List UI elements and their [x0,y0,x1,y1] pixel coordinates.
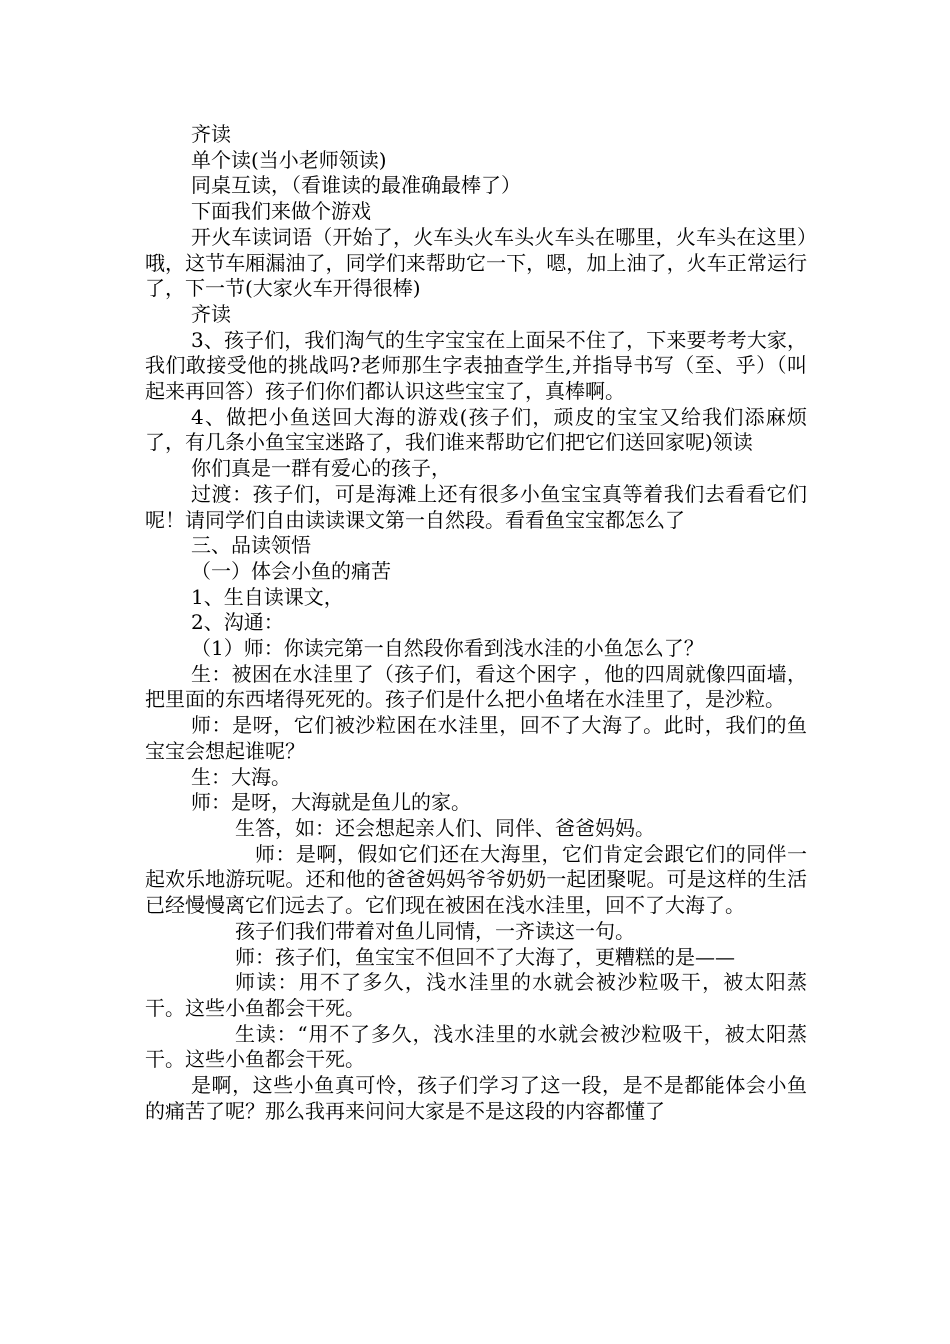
paragraph-22: 孩子们我们带着对鱼儿同情，一齐读这一句。 [235,918,635,943]
paragraph-16: 生：被困在水洼里了（孩子们，看这个困字 ，他的四周就像四面墙，把里面的东西堵得死死的。孩子们是什么把小鱼堵在水洼里了，是沙粒。 [145,661,807,712]
paragraph-2: 单个读(当小老师领读) [191,147,387,172]
paragraph-21: 师：是啊，假如它们还在大海里，它们肯定会跟它们的同伴一起欢乐地游玩呢。还和他的爸爸妈妈爷爷奶奶一起团聚呢。可是这样的生活已经慢慢离它们远去了。它们现在被困在浅水洼里，回不了大海了。 [145,841,807,918]
paragraph-9: 你们真是一群有爱心的孩子， [191,456,451,481]
paragraph-18: 生：大海。 [191,764,291,789]
paragraph-14: 2、沟通： [191,610,284,635]
paragraph-20: 生答，如：还会想起亲人们、同伴、爸爸妈妈。 [235,815,655,840]
paragraph-19: 师：是呀，大海就是鱼儿的家。 [191,790,471,815]
paragraph-5: 开火车读词语（开始了，火车头火车头火车头在哪里，火车头在这里）哦，这节车厢漏油了，同学们来帮助它一下，嗯，加上油了，火车正常运行了，下一节(大家火车开得很棒) [145,224,807,301]
paragraph-3: 同桌互读，（看谁读的最准确最棒了） [191,173,521,198]
paragraph-1: 齐读 [191,122,231,146]
paragraph-4: 下面我们来做个游戏 [191,199,371,224]
paragraph-17: 师：是呀，它们被沙粒困在水洼里，回不了大海了。此时，我们的鱼宝宝会想起谁呢？ [145,713,807,763]
paragraph-11: 三、品读领悟 [191,533,311,558]
paragraph-8: 4、做把小鱼送回大海的游戏(孩子们，顽皮的宝宝又给我们添麻烦了，有几条小鱼宝宝迷路了，我们谁来帮助它们把它们送回家呢)领读 [145,404,807,455]
document-page [145,122,807,1124]
paragraph-12: （一）体会小鱼的痛苦 [191,558,391,583]
paragraph-15: （1）师：你读完第一自然段你看到浅水洼的小鱼怎么了？ [191,636,704,661]
paragraph-6: 齐读 [191,301,231,326]
paragraph-24: 师读：用不了多久，浅水洼里的水就会被沙粒吸干，被太阳蒸干。这些小鱼都会干死。 [145,970,807,1020]
paragraph-13: 1、生自读课文， [191,584,344,609]
paragraph-26: 是啊，这些小鱼真可怜，孩子们学习了这一段，是不是都能体会小鱼的痛苦了呢？那么我再来问问大家是不是这段的内容都懂了 [145,1073,807,1123]
paragraph-23: 师：孩子们，鱼宝宝不但回不了大海了，更糟糕的是—— [235,944,735,969]
paragraph-7: 3、孩子们，我们淘气的生字宝宝在上面呆不住了，下来要考考大家，我们敢接受他的挑战吗?老师那生字表抽查学生,并指导书写（至、乎）（叫起来再回答）孩子们你们都认识这些宝宝了，真棒啊。 [145,327,807,404]
paragraph-25: 生读：“用不了多久，浅水洼里的水就会被沙粒吸干，被太阳蒸干。这些小鱼都会干死。 [145,1021,807,1072]
paragraph-10: 过渡：孩子们，可是海滩上还有很多小鱼宝宝真等着我们去看看它们呢！请同学们自由读读课文第一自然段。看看鱼宝宝都怎么了 [145,481,807,532]
